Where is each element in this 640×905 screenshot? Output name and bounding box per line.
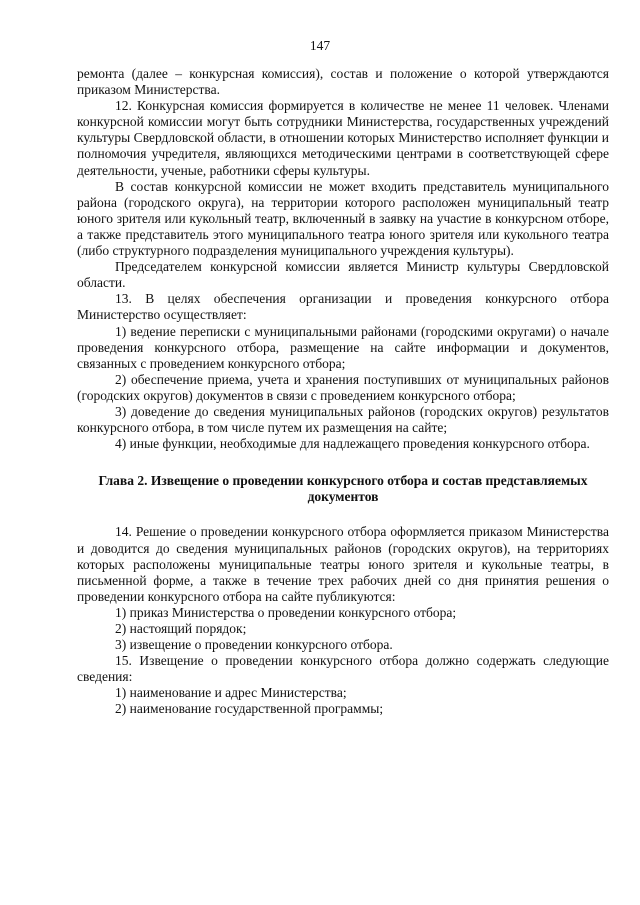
paragraph: Председателем конкурсной комиссии является Министр культуры Свердловской области.	[77, 259, 609, 291]
paragraph: 12. Конкурсная комиссия формируется в количестве не менее 11 человек. Членами конкурсной комиссии могут быть сотрудники Министерства, государственных учреждений культуры Свердловской области, в отношении которых Министерство исполняет функции и полномочия учредителя, являющихся методическими центрами в соответствующей сфере деятельности, ученые, работники сферы культуры.	[77, 98, 609, 178]
section-after-heading	[77, 524, 609, 717]
chapter-heading: Глава 2. Извещение о проведении конкурсного отбора и состав представляемых документов	[98, 473, 588, 505]
paragraph: 2) настоящий порядок;	[115, 621, 247, 636]
paragraph: 15. Извещение о проведении конкурсного отбора должно содержать следующие сведения:	[77, 653, 609, 685]
paragraph: 3) доведение до сведения муниципальных районов (городских округов) результатов конкурсного отбора, в том числе путем их размещения на сайте;	[77, 403, 609, 436]
section-before-heading	[77, 66, 609, 452]
paragraph: 2) обеспечение приема, учета и хранения поступивших от муниципальных районов (городских округов) документов в связи с проведением конкурсного отбора;	[77, 371, 609, 403]
paragraph: 2) наименование государственной программы;	[115, 701, 384, 717]
paragraph: 3) извещение о проведении конкурсного отбора.	[115, 637, 393, 653]
paragraph: 14. Решение о проведении конкурсного отбора оформляется приказом Министерства и доводится до сведения муниципальных районов (городских округов), на территориях которых расположены муниципальные театры юного зрителя и кукольные театры, в письменной форме, а также в течение трех рабочих дней со дня принятия решения о проведении конкурсного отбора на сайте публикуются:	[77, 524, 609, 604]
paragraph: 13. В целях обеспечения организации и проведения конкурсного отбора Министерство осуществляет:	[77, 291, 609, 323]
paragraph: В состав конкурсной комиссии не может входить представитель муниципального района (городского округа), на территории которого расположен муниципальный театр юного зрителя или кукольный театр, включенный в заявку на участие в конкурсном отборе, а также представитель этого муниципального театра юного зрителя или кукольного театра (либо структурного подразделения муниципального учреждения культуры).	[77, 178, 609, 259]
paragraph: ремонта (далее – конкурсная комиссия), состав и положение о которой утверждаются приказом Министерства.	[77, 66, 609, 98]
document-body	[77, 66, 609, 718]
paragraph: 4) иные функции, необходимые для надлежащего проведения конкурсного отбора.	[115, 436, 590, 452]
paragraph: 1) приказ Министерства о проведении конкурсного отбора;	[115, 604, 457, 620]
paragraph: 1) ведение переписки с муниципальными районами (городскими округами) о начале проведения конкурсного отбора, размещение на сайте информации и документов, связанных с проведением конкурсного отбора;	[77, 323, 609, 371]
page-number: 147	[309, 38, 331, 53]
paragraph: 1) наименование и адрес Министерства;	[115, 685, 347, 701]
